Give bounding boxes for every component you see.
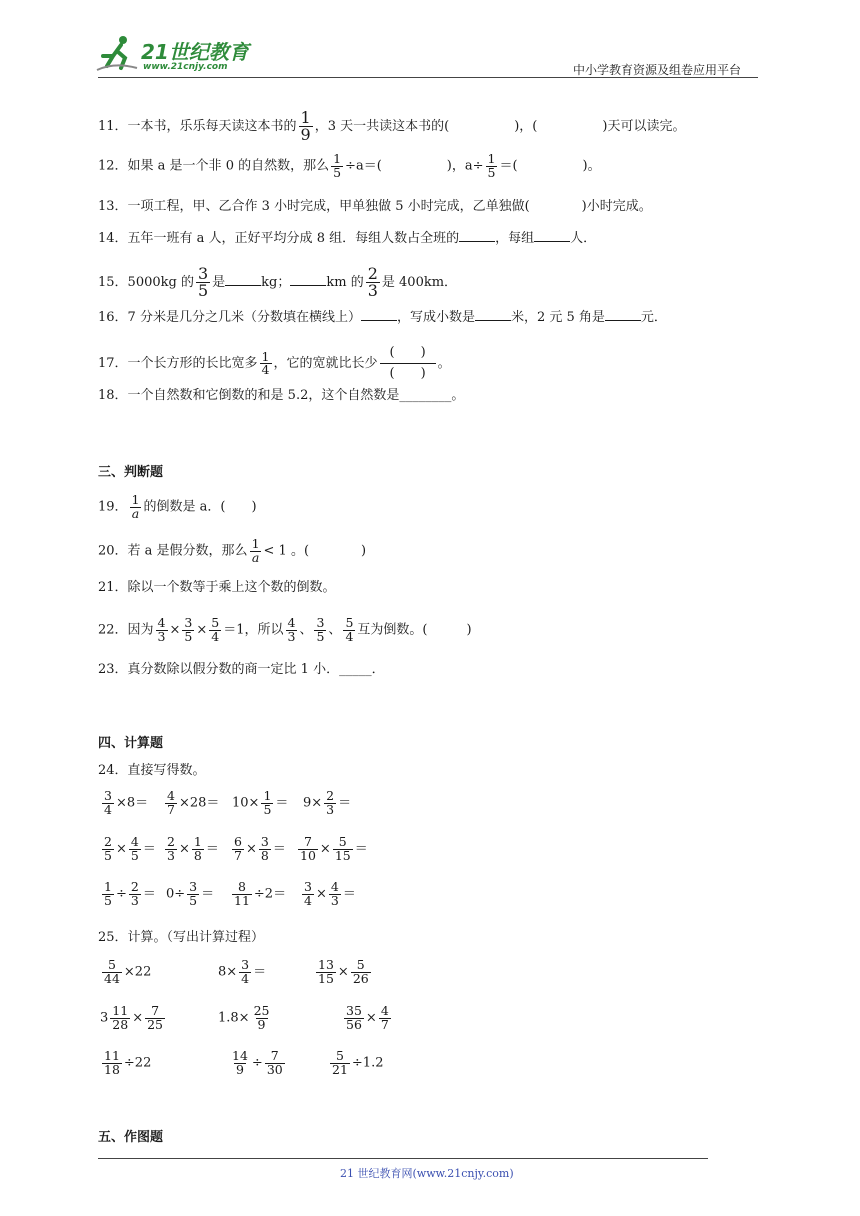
fraction: $\frac{1}{4}$ [261,348,270,377]
question-18: 18．一个自然数和它倒数的和是 5.2，这个自然数是________。 [98,388,465,403]
answer-blank[interactable] [534,229,570,242]
question-12: 12．如果 a 是一个非 0 的自然数，那么 $\frac{1}{5}$ ÷a＝( )，a÷ $\frac{1}{5}$ ＝( )。 [98,151,601,180]
fraction: $\frac{1}{5}$ [333,151,342,180]
answer-blank[interactable] [290,273,326,286]
calc-row: $\frac{6}{7}$ × $\frac{3}{8}$ ＝ [234,834,286,863]
calc-item: 8× $\frac{3}{4}$ ＝ [218,957,267,986]
question-21: 21．除以一个数等于乘上这个数的倒数。 [98,580,336,595]
question-22: 22．因为 $\frac{4}{3}$ × $\frac{3}{5}$ × $\frac{5}{4}$ ＝1，所以 $\frac{4}{3}$ 、 $\frac{3}{5}$ 、 $\frac{5}{4}$ 互为倒数。( ) [98,615,472,644]
calc-item: $\frac{14}{9}$ ÷ $\frac{7}{30}$ [232,1048,283,1077]
answer-blank[interactable] [225,273,261,286]
logo-text: 21世纪教育 [141,40,249,64]
calc-row: $\frac{1}{5}$ ÷ $\frac{2}{3}$ ＝ [104,879,156,908]
fraction: $\frac{1}{9}$ [300,108,311,144]
question-17: 17．一个长方形的长比宽多 $\frac{1}{4}$ ，它的宽就比长少 $\frac{( )}{( )}$ 。 [98,343,451,384]
question-25: 25．计算。（写出计算过程） [98,930,265,945]
header-divider [98,77,758,78]
calc-item: $\frac{13}{15}$ × $\frac{5}{26}$ [318,957,369,986]
calc-row: $\frac{2}{3}$ × $\frac{1}{8}$ ＝ [167,834,219,863]
section-4-title: 四、计算题 [98,736,164,751]
answer-blank[interactable] [361,308,397,321]
calc-row: 10× $\frac{1}{5}$ ＝ [232,788,289,817]
question-19: 19． $\frac{1}{a}$ 的倒数是 a．( ) [98,492,257,521]
calc-item: 1.8× $\frac{25}{9}$ [218,1003,270,1032]
section-3-title: 三、判断题 [98,465,164,480]
answer-blank[interactable] [459,229,495,242]
calc-row: $\frac{8}{11}$ ÷2＝ [234,879,287,908]
calc-item: $\frac{5}{44}$ ×22 [104,957,152,986]
answer-blank[interactable] [475,308,511,321]
calc-row: $\frac{4}{7}$ ×28＝ [167,788,220,817]
runner-logo-icon [95,32,139,76]
header-logo [95,32,260,76]
question-24: 24．直接写得数。 [98,763,206,778]
calc-row: $\frac{3}{4}$ × $\frac{4}{3}$ ＝ [304,879,356,908]
question-20: 20．若 a 是假分数，那么 $\frac{1}{a}$ < 1 。( ) [98,536,367,565]
fraction: $\frac{1}{a}$ [131,492,140,521]
calc-row: 9× $\frac{2}{3}$ ＝ [303,788,352,817]
question-11: 11．一本书，乐乐每天读这本书的 $\frac{1}{9}$ ，3 天一共读这本书的( )，( )天可以读完。 [98,108,686,144]
fraction: $\frac{1}{5}$ [487,151,496,180]
calc-row: $\frac{2}{5}$ × $\frac{4}{5}$ ＝ [104,834,156,863]
question-16: 16．7 分米是几分之几米（分数填在横线上） ，写成小数是 米，2 元 5 角是 元． [98,310,667,325]
answer-blank[interactable] [605,308,641,321]
question-23: 23．真分数除以假分数的商一定比 1 小．_____． [98,662,385,677]
question-15: 15．5000kg 的 $\frac{3}{5}$ 是 kg； km 的 $\frac{2}{3}$ 是 400km． [98,264,458,300]
calc-item: $\frac{5}{21}$ ÷1.2 [332,1048,384,1077]
calc-row: $\frac{3}{4}$ ×8＝ [104,788,149,817]
section-5-title: 五、作图题 [98,1130,164,1145]
calc-item: $\frac{35}{56}$ × $\frac{4}{7}$ [346,1003,389,1032]
calc-item: 3 $\frac{11}{28}$ × $\frac{7}{25}$ [100,1003,163,1032]
footer-divider [98,1158,708,1159]
fraction: $\frac{2}{3}$ [367,264,378,300]
calc-row: $\frac{7}{10}$ × $\frac{5}{15}$ ＝ [300,834,368,863]
answer-fraction-blank[interactable]: $\frac{( )}{( )}$ [380,343,436,384]
footer-text[interactable]: 21 世纪教育网(www.21cnjy.com) [340,1167,514,1180]
header-right-text: 中小学教育资源及组卷应用平台 [573,63,742,77]
question-14: 14．五年一班有 a 人，正好平均分成 8 组．每组人数占全班的 ，每组 人． [98,231,597,246]
calc-item: $\frac{11}{18}$ ÷22 [104,1048,152,1077]
fraction: $\frac{3}{5}$ [197,264,209,300]
calc-row: 0÷ $\frac{3}{5}$ ＝ [166,879,215,908]
fraction: $\frac{1}{a}$ [251,536,260,565]
question-13: 13．一项工程，甲、乙合作 3 小时完成，甲单独做 5 小时完成，乙单独做( )小时完成。 [98,199,652,214]
logo-url: www.21cnjy.com [143,62,228,72]
